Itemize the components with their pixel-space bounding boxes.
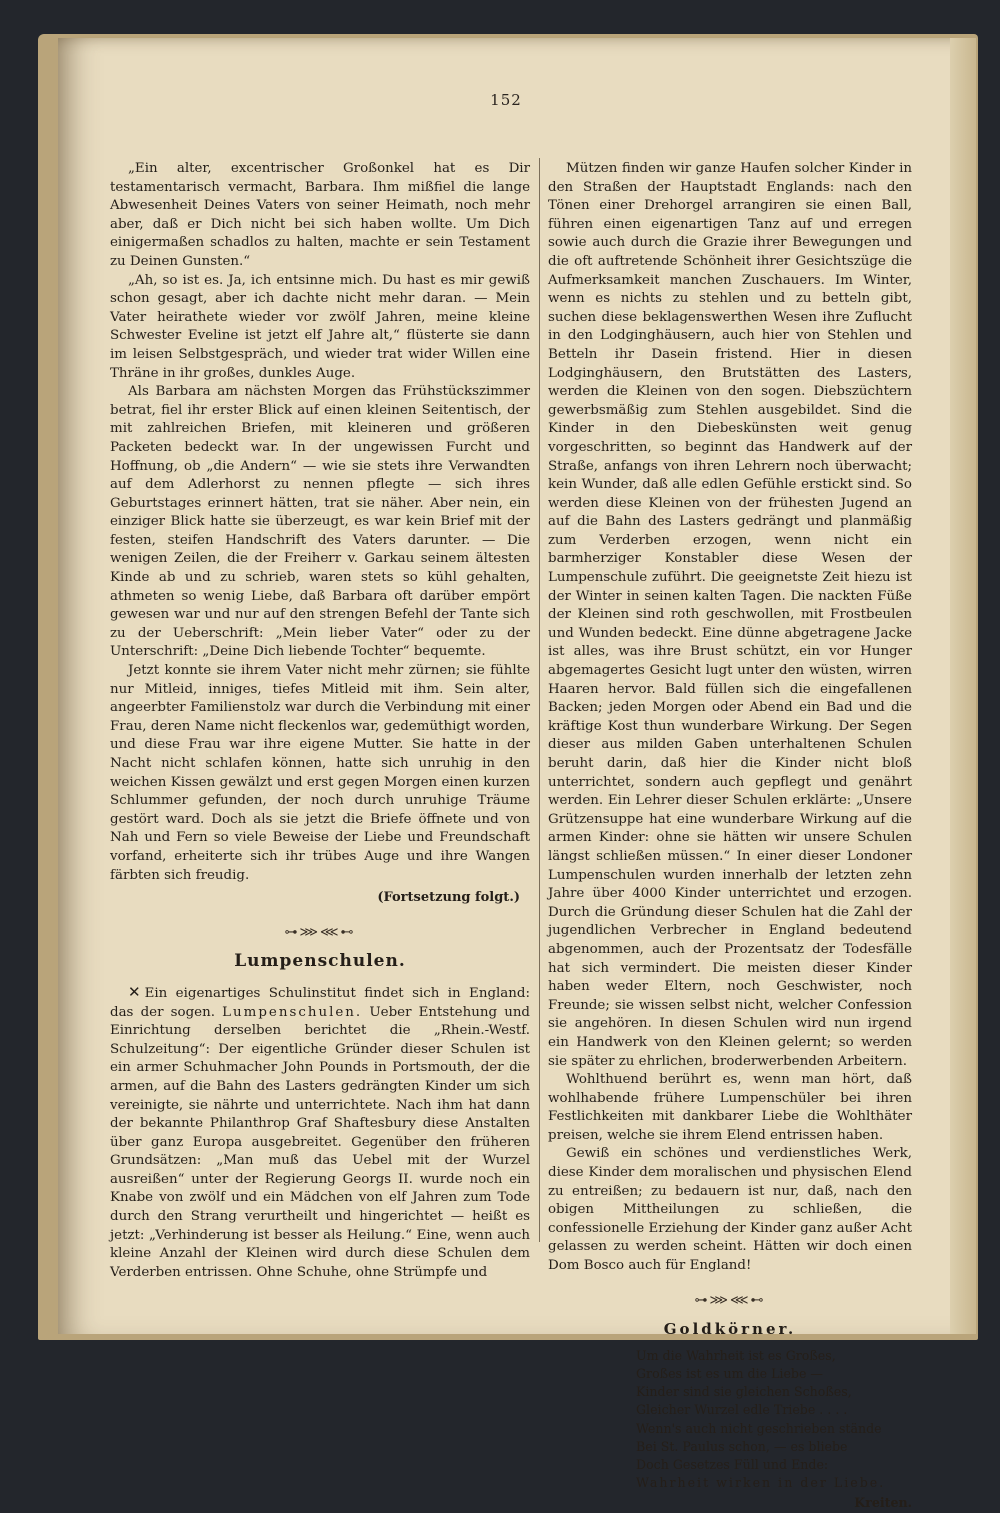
article-spaced-term: Lumpenschulen. xyxy=(222,1004,363,1020)
ornament-divider: ⊶⋙⋘⊷ xyxy=(284,924,356,940)
article-mark: ✕ xyxy=(128,982,141,1001)
poem-line: Um die Wahrheit ist es Großes, xyxy=(636,1347,836,1363)
paragraph: Gewiß ein schönes und verdienstliches Werk, diese Kinder dem moralischen und physischen Elend zu entreißen; zu bedauern ist nur, daß, nach den obigen Mittheilungen zu schließen, die confessionelle Erziehung der Kinder ganz außer Acht gelassen zu werden scheint. Hätten wir doch einen Dom Bosco auch für England! xyxy=(548,1146,912,1274)
page-number: 152 xyxy=(490,91,522,109)
ornament-divider: ⊶⋙⋘⊷ xyxy=(694,1292,766,1308)
paragraph: Mützen finden wir ganze Haufen solcher Kinder in den Straßen der Hauptstadt Englands: nach den Tönen einer Drehorgel arrangiren sie einen Ball, führen einen eigenartigen Tanz auf und erregen sowie auch durch die Grazie ihrer Bewegungen und die oft auftretende Schönheit ihrer Gesichtszüge die Aufmerksamkeit manchen Zuschauers. Im Winter, wenn es nichts zu stehlen und zu betteln gibt, suchen diese beklagenswerthen Wesen ihre Zuflucht in den Lodginghäusern, auch hier von Stehlen und Betteln ihr Dasein fristend. Hier in diesen Lodginghäusern, den Brutstätten des Lasters, werden die Kleinen von den sogen. Diebszüchtern gewerbsmäßig zum Stehlen ausgebildet. Sind die Kinder in den Diebeskünsten weit genug vorgeschritten, so beginnt das Handwerk auf der Straße, anfangs von ihren Lehrern noch überwacht; kein Wunder, daß alle edlen Gefühle erstickt sind. So werden diese Kleinen von der frühesten Jugend an auf die Bahn des Lasters gedrängt und planmäßig zum Verderben erzogen, wenn nicht ein barmherziger Konstabler diese Wesen der Lumpenschule zuführt. Die geeignetste Zeit hiezu ist der Winter in seinen kalten Tagen. Die nackten Füße der Kleinen sind roth geschwollen, mit Frostbeulen und Wunden bedeckt. Eine dünne abgetragene Jacke ist alles, was ihre Brust schützt, ein vor Hunger abgemagertes Gesicht lugt unter den wüsten, wirren Haaren hervor. Bald füllen sich die eingefallenen Backen; jeden Morgen oder Abend ein Bad und die kräftige Kost thun wunderbare Wirkung. Der Segen dieser aus milden Gaben unterhaltenen Schulen beruht darin, daß hier die Kinder nicht bloß unterrichtet, sondern auch gepflegt und genährt werden. Ein Lehrer dieser Schulen erklärte: „Unsere Grützensuppe hat eine wunderbare Wirkung auf die armen Kinder: ohne sie hätten wir unsere Schulen längst schließen müssen.“ In einer dieser Londoner Lumpenschulen wurden innerhalb der letzten zehn Jahre über 4000 Kinder unterrichtet und erzogen. Durch die Gründung dieser Schulen hat die Zahl der jugendlichen Verbrecher in England bedeutend abgenommen, auch der Prozentsatz der Todesfälle hat sich vermindert. Die meisten dieser Kinder haben weder Eltern, noch Geschwister, noch Freunde; sie wissen selbst nicht, welcher Confession sie angehören. In diesen Schulen wird nun irgend ein Handwerk von den Kleinen gelernt; so werden sie später zu ehrlichen, broderwerbenden Arbeitern. xyxy=(548,161,912,1069)
poem-line: Gleicher Wurzel edle Triebe . . . . xyxy=(636,1402,848,1418)
paragraph: Jetzt konnte sie ihrem Vater nicht mehr zürnen; sie fühlte nur Mitleid, inniges, tiefes Mitleid mit ihm. Sein alter, angeerbter Familienstolz war durch die Verbindung mit einer Frau, deren Name nicht fleckenlos war, gedemüthigt worden, und diese Frau war ihre eigene Mutter. Sie hatte in der Nacht nicht schlafen können, hatte sich unruhig in den weichen Kissen gewälzt und erst gegen Morgen einen kurzen Schlummer gefunden, der noch durch unruhige Träume gestört ward. Doch als sie jetzt die Briefe öffnete und von Nah und Fern so viele Beweise der Liebe und Freundschaft vorfand, erheiterte sich ihr trübes Auge und ihre Wangen färbten sich freudig. xyxy=(110,663,530,883)
paragraph: „Ah, so ist es. Ja, ich entsinne mich. Du hast es mir gewiß schon gesagt, aber ich dachte nicht mehr daran. — Mein Vater heirathete wieder vor zwölf Jahren, meine kleine Schwester Eveline ist jetzt elf Jahre alt,“ flüsterte sie dann im leisen Selbstgespräch, und wieder trat wider Willen eine Thräne in ihr großes, dunkles Auge. xyxy=(110,272,530,381)
paragraph: Wohlthuend berührt es, wenn man hört, daß wohlhabende frühere Lumpenschüler bei ihren Festlichkeiten mit dankbarer Liebe die Wohlthäter preisen, welche sie ihrem Elend entrissen haben. xyxy=(548,1072,912,1143)
poem-line: Großes ist es um die Liebe — xyxy=(636,1366,824,1382)
poem-line: Wahrheit wirken in der Liebe. xyxy=(636,1475,886,1491)
poem-author: Kreiten. xyxy=(854,1495,912,1511)
column-divider xyxy=(539,158,540,1242)
article-title: Lumpenschulen. xyxy=(234,951,406,972)
poem-line: Wenn's auch nicht geschrieben stände xyxy=(636,1420,882,1436)
left-column xyxy=(110,160,530,1282)
article-rest: Ueber Entstehung und Einrichtung derselben berichtet die „Rhein.-Westf. Schulzeitung“: Der eigentliche Gründer dieser Schulen ist ein armer Schuhmacher John Pounds in Portsmouth, der die armen, auf die Bahn des Lasters gedrängten Kinder um sich vereinigte, sie nährte und unterrichtete. Nach ihm hat dann der bekannte Philanthrop Graf Shaftesbury diese Anstalten über ganz Europa ausgebreitet. Gegenüber den früheren Grundsätzen: „Man muß das Uebel mit der Wurzel ausreißen“ unter der Regierung Georgs II. wurde noch ein Knabe von zwölf und ein Mädchen von elf Jahren zum Tode durch den Strang verurtheilt und hingerichtet — heißt es jetzt: „Verhinderung ist besser als Heilung.“ Eine, wenn auch kleine Anzahl der Kleinen wird durch diese Schulen dem Verderben entrissen. Ohne Schuhe, ohne Strümpfe und xyxy=(110,1004,531,1280)
poem-line: Kinder sind sie gleichen Schoßes, xyxy=(636,1384,852,1400)
article-lead: Ein eigenartiges Schulinstitut findet sich in England: das der sogen. xyxy=(110,985,530,1020)
right-column xyxy=(548,160,912,1513)
page-stack-edge xyxy=(950,38,976,1334)
poem-line: Bei St. Paulus schon, — es bliebe xyxy=(636,1438,848,1454)
paragraph: Als Barbara am nächsten Morgen das Frühstückszimmer betrat, fiel ihr erster Blick auf einen kleinen Seitentisch, der mit zahlreichen Briefen, mit kleineren und größeren Packeten bedeckt war. In der ungewissen Furcht und Hoffnung, ob „die Andern“ — wie sie stets ihre Verwandten auf dem Adlerhorst zu nennen pflegte — sich ihres Geburtstages erinnert hätten, trat sie näher. Aber nein, ein einziger Blick hatte sie überzeugt, es war kein Brief mit der festen, steifen Handschrift des Vaters darunter. — Die wenigen Zeilen, die der Freiherr v. Garkau seinem ältesten Kinde ab und zu schrieb, waren stets so kühl gehalten, athmeten so wenig Liebe, daß Barbara oft darüber empört gewesen war und nur auf den strengen Befehl der Tante sich zu der Ueberschrift: „Mein lieber Vater“ oder zu der Unterschrift: „Deine Dich liebende Tochter“ bequemte. xyxy=(110,384,530,660)
poem xyxy=(636,1347,912,1493)
poem-line: Doch Gesetzes Füll und Ende: xyxy=(636,1457,829,1473)
continuation-note: (Fortsetzung folgt.) xyxy=(377,890,520,906)
article-paragraph xyxy=(110,983,530,1283)
poem-title: Goldkörner. xyxy=(663,1320,797,1339)
paragraph: „Ein alter, excentrischer Großonkel hat es Dir testamentarisch vermacht, Barbara. Ihm mißfiel die lange Abwesenheit Deines Vaters von seiner Heimath, noch mehr aber, daß er Dich nicht bei sich haben wollte. Um Dich einigermaßen schadlos zu halten, machte er sein Testament zu Deinen Gunsten.“ xyxy=(110,161,530,269)
